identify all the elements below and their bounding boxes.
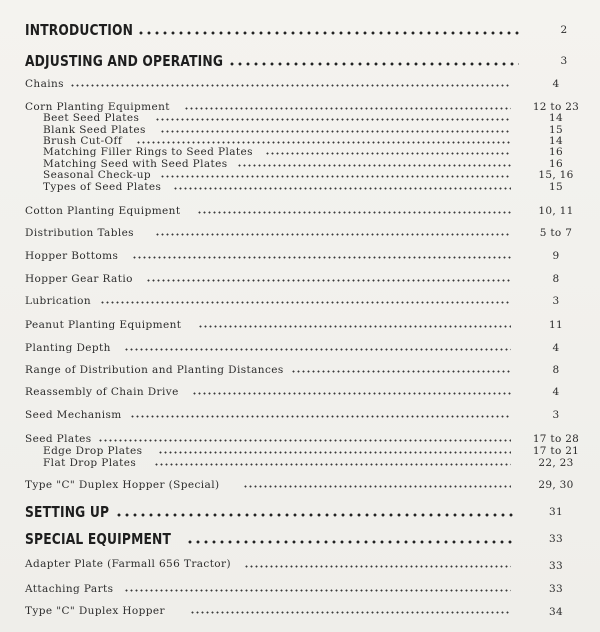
dot-leader bbox=[124, 589, 511, 592]
toc-label: Seasonal Check-up bbox=[43, 169, 151, 181]
toc-page-number: 2 bbox=[560, 24, 568, 36]
toc-label: Chains bbox=[25, 78, 64, 90]
dot-leader bbox=[173, 187, 511, 190]
toc-label: ADJUSTING AND OPERATING bbox=[25, 52, 224, 70]
toc-label: Reassembly of Chain Drive bbox=[25, 386, 179, 398]
toc-subentry-types-of-seed-plates bbox=[0, 178, 600, 196]
toc-label: Blank Seed Plates bbox=[43, 124, 146, 136]
toc-entry-hopper-gear-ratio bbox=[0, 270, 600, 288]
toc-entry-planting-depth bbox=[0, 339, 600, 357]
toc-label: Hopper Gear Ratio bbox=[25, 273, 133, 285]
toc-entry-attaching-parts bbox=[0, 580, 600, 598]
toc-label: INTRODUCTION bbox=[25, 21, 134, 39]
toc-page-number: 33 bbox=[549, 583, 563, 595]
toc-label: Matching Filler Rings to Seed Plates bbox=[43, 146, 253, 158]
dot-leader bbox=[192, 392, 511, 395]
toc-label: Attaching Parts bbox=[25, 583, 114, 595]
toc-label: Flat Drop Plates bbox=[43, 457, 137, 469]
toc-page-number: 4 bbox=[552, 386, 560, 398]
toc-entry-special-equipment bbox=[0, 530, 600, 548]
toc-entry-chains bbox=[0, 75, 600, 93]
toc-entry-adapter-plate bbox=[0, 555, 600, 573]
dot-leader bbox=[146, 279, 511, 282]
toc-entry-introduction bbox=[0, 21, 600, 39]
dot-leader bbox=[100, 301, 511, 304]
toc-label: Corn Planting Equipment bbox=[25, 101, 170, 113]
dot-leader bbox=[137, 31, 519, 35]
toc-page-number: 4 bbox=[552, 342, 560, 354]
toc-label: Adapter Plate (Farmall 656 Tractor) bbox=[25, 558, 231, 570]
toc-page-number: 34 bbox=[549, 606, 563, 618]
toc-page-number: 33 bbox=[549, 560, 563, 572]
toc-label: Planting Depth bbox=[25, 342, 111, 354]
toc-page-number: 11 bbox=[549, 319, 563, 331]
dot-leader bbox=[130, 415, 511, 418]
toc-page-number: 15 bbox=[549, 124, 563, 136]
toc-entry-range-of-distribution bbox=[0, 361, 600, 379]
toc-page-number: 3 bbox=[552, 409, 560, 421]
toc-entry-type-c-duplex-hopper bbox=[0, 602, 600, 620]
toc-entry-adjusting-and-operating bbox=[0, 52, 600, 70]
toc-label: Peanut Planting Equipment bbox=[25, 319, 182, 331]
dot-leader bbox=[197, 211, 511, 214]
toc-page-number: 15 bbox=[549, 181, 563, 193]
toc-entry-type-c-duplex-hopper-special bbox=[0, 476, 600, 494]
toc-entry-lubrication bbox=[0, 292, 600, 310]
toc-page-number: 22, 23 bbox=[538, 457, 574, 469]
toc-page-number: 14 bbox=[549, 112, 563, 124]
toc-entry-cotton-planting-equipment bbox=[0, 202, 600, 220]
dot-leader bbox=[198, 325, 511, 328]
toc-label: Lubrication bbox=[25, 295, 92, 307]
toc-label: SPECIAL EQUIPMENT bbox=[25, 530, 172, 548]
dot-leader bbox=[228, 62, 519, 66]
toc-label: Edge Drop Plates bbox=[43, 445, 143, 457]
toc-page-number: 12 to 23 bbox=[532, 101, 580, 113]
dot-leader bbox=[154, 463, 511, 466]
dot-leader bbox=[115, 513, 513, 517]
toc-entry-setting-up bbox=[0, 503, 600, 521]
toc-page-number: 3 bbox=[552, 295, 560, 307]
toc-label: SETTING UP bbox=[25, 503, 110, 521]
dot-leader bbox=[124, 348, 511, 351]
toc-entry-seed-mechanism bbox=[0, 406, 600, 424]
toc-page-number: 4 bbox=[552, 78, 560, 90]
toc-page-number: 10, 11 bbox=[538, 205, 574, 217]
dot-leader bbox=[291, 370, 511, 373]
toc-label: Brush Cut-Off bbox=[43, 135, 123, 147]
toc-label: Seed Plates bbox=[25, 433, 92, 445]
toc-label: Hopper Bottoms bbox=[25, 250, 119, 262]
toc-page-number: 3 bbox=[560, 55, 568, 67]
dot-leader bbox=[243, 485, 511, 488]
toc-label: Cotton Planting Equipment bbox=[25, 205, 181, 217]
toc-page-number: 15, 16 bbox=[538, 169, 574, 181]
toc-label: Beet Seed Plates bbox=[43, 112, 140, 124]
toc-page-number: 14 bbox=[549, 135, 563, 147]
dot-leader bbox=[190, 611, 511, 614]
toc-page-number: 29, 30 bbox=[538, 479, 574, 491]
toc-page-number: 16 bbox=[549, 158, 563, 170]
dot-leader bbox=[186, 540, 513, 544]
toc-label: Matching Seed with Seed Plates bbox=[43, 158, 228, 170]
toc-subentry-flat-drop-plates bbox=[0, 454, 600, 472]
toc-entry-peanut-planting-equipment bbox=[0, 316, 600, 334]
toc-entry-hopper-bottoms bbox=[0, 247, 600, 265]
dot-leader bbox=[70, 84, 511, 87]
toc-page-number: 5 to 7 bbox=[539, 227, 573, 239]
toc-page-number: 17 to 28 bbox=[532, 433, 580, 445]
toc-entry-reassembly-of-chain-drive bbox=[0, 383, 600, 401]
dot-leader bbox=[155, 233, 511, 236]
toc-label: Distribution Tables bbox=[25, 227, 134, 239]
toc-page-number: 8 bbox=[552, 364, 560, 376]
dot-leader bbox=[132, 256, 511, 259]
toc-page-number: 8 bbox=[552, 273, 560, 285]
dot-leader bbox=[244, 565, 511, 568]
toc-label: Seed Mechanism bbox=[25, 409, 122, 421]
toc-label: Range of Distribution and Planting Distances bbox=[25, 364, 284, 376]
toc-label: Type "C" Duplex Hopper bbox=[25, 605, 165, 617]
toc-page-number: 9 bbox=[552, 250, 560, 262]
toc-entry-distribution-tables bbox=[0, 224, 600, 242]
toc-page-number: 16 bbox=[549, 146, 563, 158]
toc-label: Type "C" Duplex Hopper (Special) bbox=[25, 479, 220, 491]
toc-page-number: 33 bbox=[549, 533, 563, 545]
toc-page-number: 17 to 21 bbox=[532, 445, 580, 457]
toc-label: Types of Seed Plates bbox=[43, 181, 162, 193]
toc-page-number: 31 bbox=[549, 506, 563, 518]
